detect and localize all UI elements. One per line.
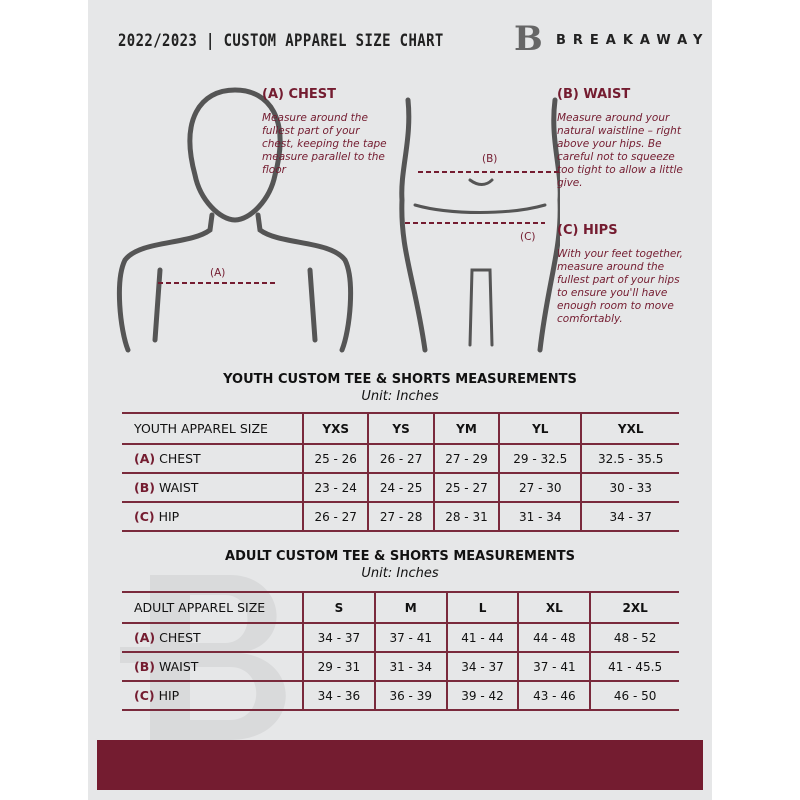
row-name: HIP — [158, 688, 180, 703]
column-header: 2XL — [590, 592, 679, 623]
column-header: YXL — [581, 413, 679, 444]
table-cell: 25 - 26 — [303, 444, 368, 473]
table-row — [122, 652, 679, 681]
chest-heading: (A) CHEST — [262, 87, 337, 102]
table-cell: 27 - 29 — [434, 444, 499, 473]
column-header: YOUTH APPAREL SIZE — [122, 413, 303, 444]
table-cell: 23 - 24 — [303, 473, 368, 502]
row-name: WAIST — [158, 659, 199, 674]
column-header: YM — [434, 413, 499, 444]
waist-marker: (B) — [482, 153, 498, 165]
table-cell: 34 - 37 — [581, 502, 679, 531]
row-name: HIP — [158, 509, 180, 524]
column-header: M — [375, 592, 447, 623]
row-label — [122, 681, 303, 710]
column-header: S — [303, 592, 375, 623]
brand-logo-icon: B — [514, 19, 543, 59]
table-cell: 46 - 50 — [590, 681, 679, 710]
row-letter: (A) — [134, 451, 156, 466]
table-cell: 29 - 32.5 — [499, 444, 581, 473]
row-letter: (C) — [134, 688, 155, 703]
table-row — [122, 623, 679, 652]
table-cell: 37 - 41 — [375, 623, 447, 652]
row-label — [122, 473, 303, 502]
adult-size-table — [122, 591, 679, 711]
table-cell: 31 - 34 — [375, 652, 447, 681]
brand-name: BREAKAWAY — [556, 33, 710, 48]
row-name: CHEST — [159, 451, 201, 466]
table-cell: 28 - 31 — [434, 502, 499, 531]
page-title: 2022/2023 | CUSTOM APPAREL SIZE CHART — [118, 31, 444, 51]
column-header: XL — [518, 592, 590, 623]
table-cell: 36 - 39 — [375, 681, 447, 710]
footer-bar — [97, 740, 703, 790]
column-header: YXS — [303, 413, 368, 444]
table-row — [122, 502, 679, 531]
table-row — [122, 444, 679, 473]
chest-description: Measure around the fullest part of your chest, keeping the tape measure parallel to the floor — [262, 112, 387, 176]
table-cell: 34 - 36 — [303, 681, 375, 710]
hips-description: With your feet together, measure around the fullest part of your hips to ensure you'll have enough room to move comfortably. — [557, 248, 684, 325]
youth-unit: Unit: Inches — [361, 389, 439, 404]
table-cell: 29 - 31 — [303, 652, 375, 681]
waist-heading: (B) WAIST — [557, 87, 631, 102]
row-letter: (A) — [134, 630, 156, 645]
waist-description: Measure around your natural waistline – right above your hips. Be careful not to squeeze too tight to allow a little give. — [557, 112, 683, 189]
table-cell: 37 - 41 — [518, 652, 590, 681]
table-cell: 44 - 48 — [518, 623, 590, 652]
table-cell: 31 - 34 — [499, 502, 581, 531]
table-cell: 26 - 27 — [368, 444, 433, 473]
table-cell: 34 - 37 — [303, 623, 375, 652]
youth-size-table — [122, 412, 679, 532]
table-row — [122, 473, 679, 502]
table-cell: 34 - 37 — [447, 652, 519, 681]
table-cell: 26 - 27 — [303, 502, 368, 531]
row-name: WAIST — [158, 480, 199, 495]
column-header: YS — [368, 413, 433, 444]
youth-table-title: YOUTH CUSTOM TEE & SHORTS MEASUREMENTS — [223, 372, 577, 387]
adult-unit: Unit: Inches — [361, 566, 439, 581]
table-cell: 25 - 27 — [434, 473, 499, 502]
hips-marker: (C) — [520, 231, 536, 243]
table-header-row — [122, 592, 679, 623]
table-cell: 41 - 44 — [447, 623, 519, 652]
row-label — [122, 623, 303, 652]
table-header-row — [122, 413, 679, 444]
table-cell: 27 - 28 — [368, 502, 433, 531]
table-cell: 30 - 33 — [581, 473, 679, 502]
adult-table-title: ADULT CUSTOM TEE & SHORTS MEASUREMENTS — [225, 549, 575, 564]
chest-marker: (A) — [210, 267, 226, 279]
table-cell: 27 - 30 — [499, 473, 581, 502]
row-letter: (B) — [134, 480, 155, 495]
hips-heading: (C) HIPS — [557, 223, 618, 238]
column-header: YL — [499, 413, 581, 444]
column-header: ADULT APPAREL SIZE — [122, 592, 303, 623]
row-label — [122, 444, 303, 473]
row-name: CHEST — [159, 630, 201, 645]
table-cell: 41 - 45.5 — [590, 652, 679, 681]
table-row — [122, 681, 679, 710]
table-cell: 39 - 42 — [447, 681, 519, 710]
table-cell: 32.5 - 35.5 — [581, 444, 679, 473]
row-letter: (C) — [134, 509, 155, 524]
table-cell: 48 - 52 — [590, 623, 679, 652]
table-cell: 24 - 25 — [368, 473, 433, 502]
column-header: L — [447, 592, 519, 623]
row-label — [122, 502, 303, 531]
row-label — [122, 652, 303, 681]
table-cell: 43 - 46 — [518, 681, 590, 710]
row-letter: (B) — [134, 659, 155, 674]
